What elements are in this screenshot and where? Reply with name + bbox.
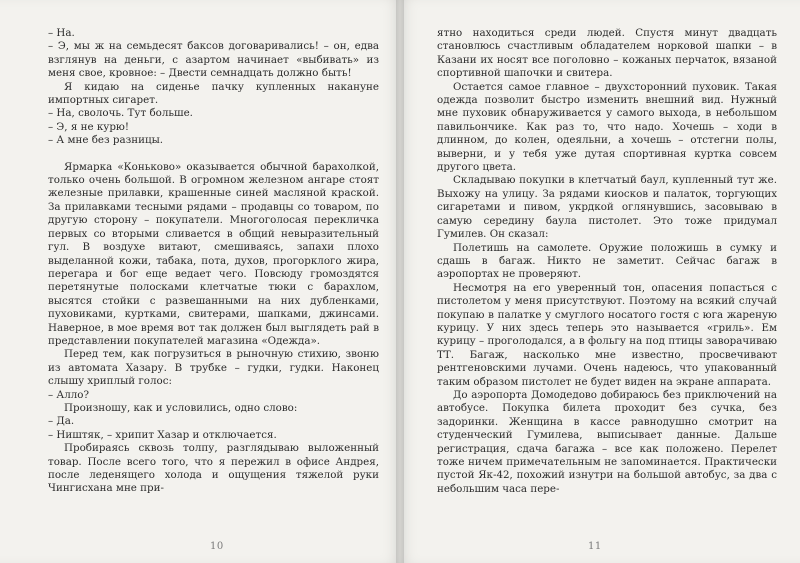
paragraph: – На, сволочь. Тут больше.: [48, 107, 193, 120]
paragraph: – Алло?: [48, 388, 90, 401]
paragraph: – Ништяк, – хрипит Хазар и отключается.: [48, 428, 277, 441]
paragraph: До аэропорта Домодедово добираюсь без приключений на автобусе. Покупка билета проходит без сучка, без задоринки. Женщина в кассе равнодушно смотрит на студенческий Гумилева, выписывает данные. Дальше регистрация, сдача багажа – все как положено. Перелет тоже ничем примечательным не запоминается. Практически пустой Як-42, похожий изнутри на большой автобус, за два с небольшим часа пере-: [437, 388, 777, 495]
paragraph: Произношу, как и условились, одно слово:: [64, 401, 298, 414]
paragraph: Пробираясь сквозь толпу, разглядываю выложенный товар. После всего того, что я пережил в офисе Андрея, после леденящего холода и ощущения тяжелой руки Чингисхана мне при-: [48, 442, 379, 495]
paragraph: Перед тем, как погрузиться в рыночную стихию, звоню из автомата Хазару. В трубке – гудки, гудки. Наконец слышу хриплый голос:: [48, 348, 379, 388]
paragraph: – Э, я не курю!: [48, 120, 130, 133]
right-page-number: 11: [588, 541, 602, 552]
paragraph: Ярмарка «Коньково» оказывается обычной барахолкой, только очень большой. В огромном железном ангаре стоят железные прилавки, крашенные синей масляной краской. За прилавками тесными рядами – продавцы со товаром, по другую сторону – покупатели. Многоголосая перекличка первых со вторыми сливается в общий невыразительный гул. В воздухе витают, смешиваясь, запахи плохо выделанной кожи, табака, пота, духов, прогорклого жира, перегара и бог еще ведает чего. Повсюду громоздятся перетянутые полосками клетчатые тюки с барахлом, высятся стойки с развешанными на них дубленками, пуховиками, куртками, свитерами, шапками, джинсами. Наверное, в мое время вот так должен был выглядеть рай в представлении покупателей магазина «Одежда».: [48, 160, 379, 347]
paragraph: Я кидаю на сиденье пачку купленных накануне импортных сигарет.: [48, 80, 379, 107]
paragraph: Несмотря на его уверенный тон, опасения попасться с пистолетом у меня присутствуют. Поэтому на всякий случай покупаю в палатке у смуглого носатого гостя с юга жареную курицу. У них здесь теперь это называется «гриль». Ем курицу – проголодался, а в фольгу на под птицы заворачиваю ТТ. Багаж, насколько мне известно, просвечивают рентгеновскими лучами. Очень надеюсь, что упакованный таким образом пистолет не будет виден на экране аппарата.: [437, 281, 777, 388]
left-page-text: [48, 27, 379, 496]
paragraph: – А мне без разницы.: [48, 134, 164, 147]
paragraph: Полетишь на самолете. Оружие положишь в сумку и сдашь в багаж. Никто не заметит. Сейчас багаж в аэропортах не проверяют.: [437, 241, 777, 281]
section-break: [48, 148, 379, 161]
paragraph: Складываю покупки в клетчатый баул, купленный тут же. Выхожу на улицу. За рядами киосков и палаток, торгующих сигаретами и пивом, укрдкой оглянувшись, засовываю в самую середину баула пистолет. Это тоже придумал Гумилев. Он сказал:: [437, 174, 777, 241]
right-page-text: [437, 27, 777, 496]
paragraph: – На.: [48, 27, 75, 39]
right-page: [400, 0, 800, 563]
paragraph: – Э, мы ж на семьдесят баксов договаривались! – он, едва взглянув на деньги, с азартом начинает «выбивать» из меня свое, кровное: – Двести семнадцать должно быть!: [48, 40, 379, 80]
paragraph: Остается самое главное – двухсторонний пуховик. Такая одежда позволит быстро изменить внешний вид. Нужный мне пуховик обнаруживается у самого выхода, в небольшом павильончике. Как раз то, что надо. Хочешь – ходи в длинном, до колен, одеяльни, а хочешь – отстегни полы, выверни, и у тебя уже дутая спортивная куртка совсем другого цвета.: [437, 80, 777, 174]
left-page-number: 10: [210, 541, 224, 552]
book-gutter: [396, 0, 404, 563]
paragraph: – Да.: [48, 415, 75, 428]
paragraph: ятно находиться среди людей. Спустя минут двадцать становлюсь счастливым обладателем норковой шапки – в Казани их носят все поголовно – кожаных перчаток, вязаной спортивной шапочки и свитера.: [437, 27, 777, 80]
